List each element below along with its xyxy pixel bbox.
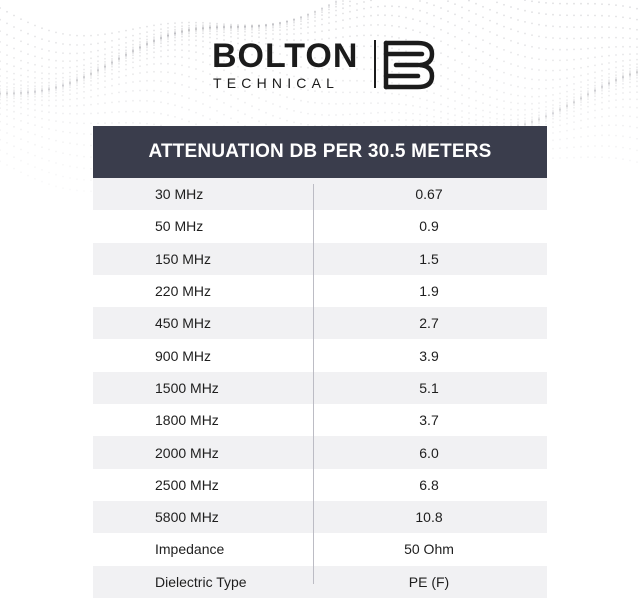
table-row xyxy=(93,372,547,404)
brand-logo xyxy=(208,36,438,96)
row-value: 0.9 xyxy=(419,218,439,235)
row-label: 1500 MHz xyxy=(155,379,219,396)
logo-divider xyxy=(374,40,376,88)
table-row xyxy=(93,501,547,533)
table-row xyxy=(93,436,547,468)
row-value: 10.8 xyxy=(415,509,443,526)
brand-name: BOLTON xyxy=(212,37,359,75)
row-value: 6.0 xyxy=(419,444,439,461)
row-label: 2000 MHz xyxy=(155,444,219,461)
table-body xyxy=(93,178,547,598)
table-row xyxy=(93,307,547,339)
row-label: Impedance xyxy=(155,541,225,558)
column-divider xyxy=(313,184,314,584)
table-row xyxy=(93,243,547,275)
row-value: 2.7 xyxy=(419,315,439,332)
row-value: 3.7 xyxy=(419,412,439,429)
table-row xyxy=(93,469,547,501)
row-value: 0.67 xyxy=(415,186,443,203)
table-row xyxy=(93,339,547,371)
row-label: 450 MHz xyxy=(155,315,212,332)
row-label: 1800 MHz xyxy=(155,412,219,429)
row-label: 5800 MHz xyxy=(155,509,219,526)
row-label: 900 MHz xyxy=(155,347,212,364)
row-label: 150 MHz xyxy=(155,250,212,267)
brand-subtitle: TECHNICAL xyxy=(213,75,340,91)
row-value: 5.1 xyxy=(419,379,439,396)
row-label: 2500 MHz xyxy=(155,476,219,493)
row-label: 30 MHz xyxy=(155,186,204,203)
row-label: 220 MHz xyxy=(155,283,212,300)
row-value: 1.9 xyxy=(419,283,439,300)
table-row xyxy=(93,178,547,210)
table-row xyxy=(93,533,547,565)
logo-b-mark-icon xyxy=(382,40,436,90)
row-value: 3.9 xyxy=(419,347,439,364)
row-value: 1.5 xyxy=(419,250,439,267)
row-value: 6.8 xyxy=(419,476,439,493)
table-row xyxy=(93,210,547,242)
spec-table xyxy=(93,126,547,594)
table-title: ATTENUATION DB PER 30.5 METERS xyxy=(93,126,547,178)
row-label: Dielectric Type xyxy=(155,573,247,590)
row-label: 50 MHz xyxy=(155,218,204,235)
table-row xyxy=(93,566,547,598)
row-value: 50 Ohm xyxy=(404,541,454,558)
row-value: PE (F) xyxy=(408,573,450,590)
table-row xyxy=(93,275,547,307)
table-row xyxy=(93,404,547,436)
